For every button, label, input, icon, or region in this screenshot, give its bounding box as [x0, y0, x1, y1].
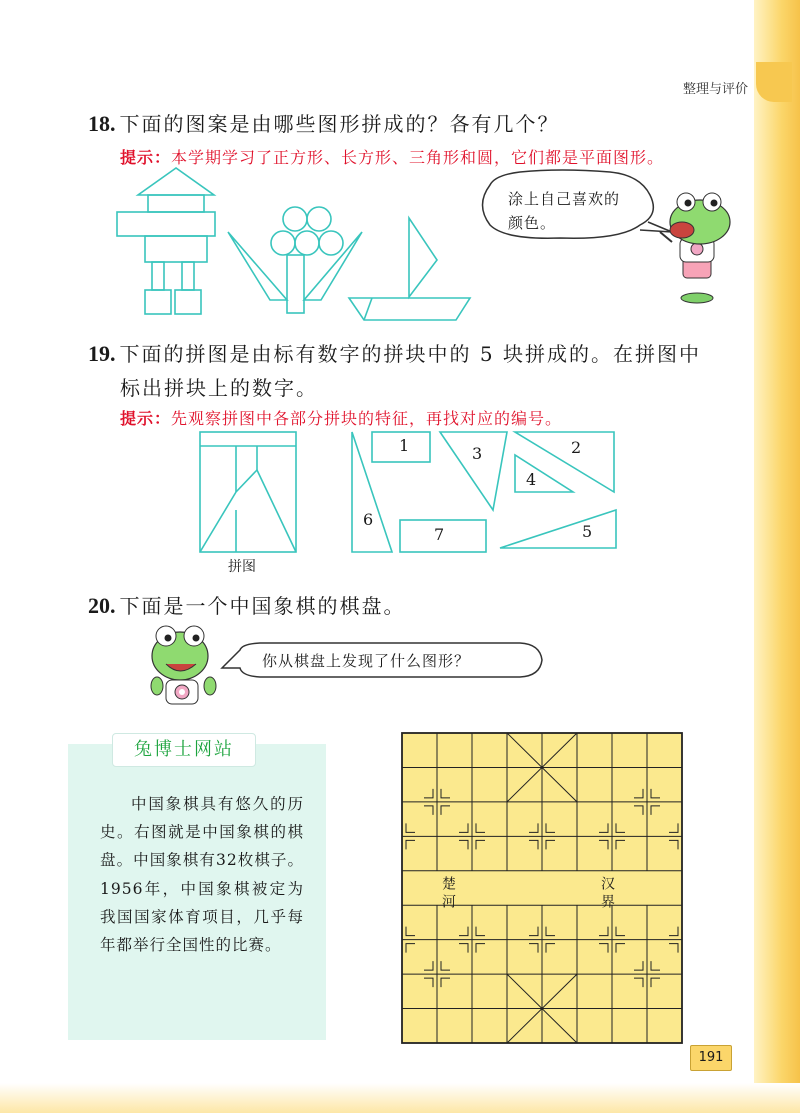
piece-number-5: 5 — [582, 522, 593, 541]
piece-number-6: 6 — [363, 510, 374, 529]
info-box-title: 兔博士网站 — [112, 733, 256, 767]
bubble-text-18: 涂上自己喜欢的颜色。 — [508, 190, 621, 232]
river-left-label: 楚河 — [440, 876, 456, 912]
piece-number-3: 3 — [472, 444, 483, 463]
hint-text: 本学期学习了正方形、长方形、三角形和圆，它们都是平面图形。 — [171, 148, 665, 167]
info-box-body: 中国象棋具有悠久的历史。右图就是中国象棋的棋盘。中国象棋有32枚棋子。1956年，中国象棋被定为我国国家体育项目，几乎每年都举行全国性的比赛。 — [100, 795, 304, 955]
question-text: 下面是一个中国象棋的棋盘。 — [119, 594, 406, 618]
piece-number-7: 7 — [434, 525, 445, 544]
section-header: 整理与评价 — [682, 82, 748, 97]
question-19-line2: 标出拼块上的数字。 — [120, 376, 318, 400]
bubble-text-20: 你从棋盘上发现了什么图形？ — [262, 652, 471, 670]
hint-text: 先观察拼图中各部分拼块的特征，再找对应的编号。 — [171, 409, 563, 428]
question-number: 20. — [88, 593, 116, 618]
question-text-line1: 下面的拼图是由标有数字的拼块中的 5 块拼成的。在拼图中 — [119, 342, 701, 366]
puzzle-caption: 拼图 — [228, 559, 256, 575]
page-number: 191 — [690, 1045, 732, 1071]
page-bottom-decoration — [0, 1083, 800, 1113]
piece-number-2: 2 — [571, 438, 582, 457]
river-right-label: 汉界 — [599, 876, 615, 912]
hint-label: 提示： — [120, 409, 172, 428]
question-text: 下面的图案是由哪些图形拼成的？各有几个？ — [119, 112, 560, 136]
question-number: 18. — [88, 111, 116, 136]
question-number: 19. — [88, 341, 116, 366]
piece-number-1: 1 — [399, 436, 410, 455]
piece-number-4: 4 — [526, 470, 537, 489]
hint-label: 提示： — [120, 148, 172, 167]
